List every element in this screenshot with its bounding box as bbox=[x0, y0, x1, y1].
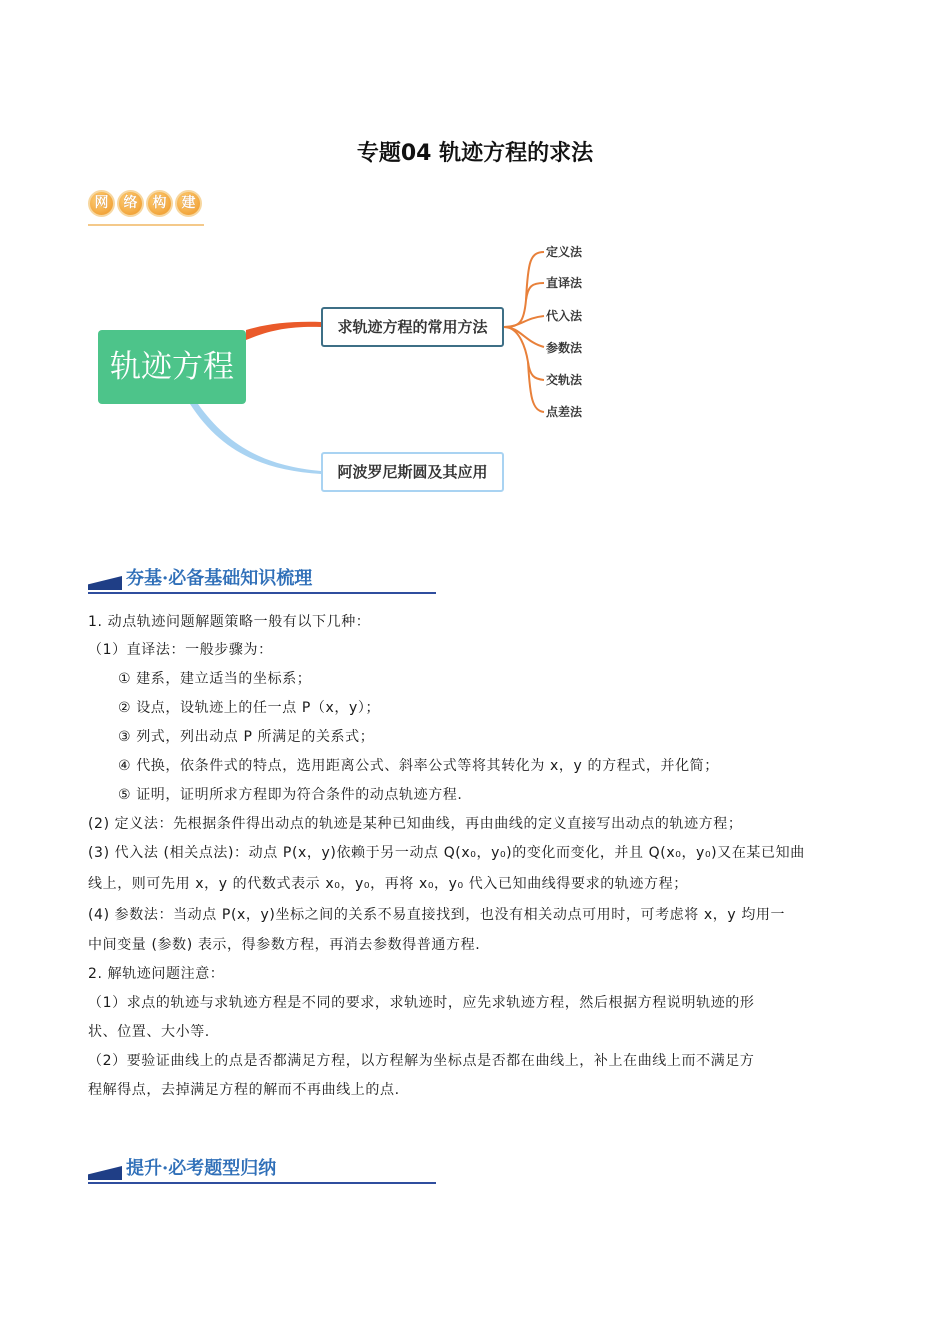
mindmap-leaf: 定义法 bbox=[546, 245, 583, 259]
text-line: 程解得点，去掉满足方程的解而不再曲线上的点. bbox=[88, 1082, 400, 1098]
text-line: (4) 参数法：当动点 P(x，y)坐标之间的关系不易直接找到，也没有相关动点可用时，可考虑将 x，y 均用一 bbox=[88, 907, 786, 923]
text-line: ④ 代换，依条件式的特点，选用距离公式、斜率公式等将其转化为 x，y 的方程式，并化简； bbox=[118, 758, 719, 774]
text-line: ② 设点，设轨迹上的任一点 P（x，y）； bbox=[118, 700, 381, 716]
section-bar-icon bbox=[88, 576, 122, 590]
mindmap-leaf: 参数法 bbox=[546, 341, 583, 355]
page-title: 专题04 轨迹方程的求法 bbox=[356, 141, 594, 166]
badge-char: 网 bbox=[88, 190, 115, 217]
section-underline bbox=[88, 1182, 436, 1184]
section-heading: 夯基·必备基础知识梳理 bbox=[126, 568, 313, 589]
mindmap-leaf: 交轨法 bbox=[546, 373, 583, 387]
badge-char: 建 bbox=[175, 190, 202, 217]
text-line: 1. 动点轨迹问题解题策略一般有以下几种： bbox=[88, 614, 371, 630]
badge-char: 络 bbox=[117, 190, 144, 217]
link-root-branch1 bbox=[246, 322, 321, 340]
mindmap-leaf: 直译法 bbox=[546, 276, 583, 290]
text-line: 中间变量 (参数) 表示，得参数方程，再消去参数得普通方程. bbox=[88, 937, 481, 953]
leaf-links bbox=[504, 252, 544, 412]
text-line: 2. 解轨迹问题注意： bbox=[88, 966, 225, 982]
mindmap-branch-methods: 求轨迹方程的常用方法 bbox=[321, 307, 504, 347]
text-line: 线上，则可先用 x，y 的代数式表示 x₀，y₀，再将 x₀，y₀ 代入已知曲线得要求的轨迹方程； bbox=[88, 876, 688, 892]
text-line: ① 建系，建立适当的坐标系； bbox=[118, 671, 312, 687]
link-root-branch2 bbox=[190, 404, 321, 474]
section-header-basics bbox=[88, 564, 436, 594]
section-bar-icon bbox=[88, 1166, 122, 1180]
text-line: 状、位置、大小等. bbox=[88, 1024, 210, 1040]
mindmap-root: 轨迹方程 bbox=[98, 330, 246, 404]
text-line: （1）求点的轨迹与求轨迹方程是不同的要求，求轨迹时，应先求轨迹方程，然后根据方程说明轨迹的形 bbox=[88, 995, 755, 1011]
badge-char: 构 bbox=[146, 190, 173, 217]
network-badge bbox=[88, 190, 202, 222]
text-line: (3) 代入法 (相关点法)：动点 P(x，y)依赖于另一动点 Q(x₀，y₀)的变化而变化，并且 Q(x₀，y₀)又在某已知曲 bbox=[88, 845, 805, 861]
text-line: ⑤ 证明，证明所求方程即为符合条件的动点轨迹方程. bbox=[118, 787, 463, 803]
badge-underline bbox=[88, 224, 204, 226]
section-header-advanced bbox=[88, 1154, 436, 1184]
text-line: （2）要验证曲线上的点是否都满足方程，以方程解为坐标点是否都在曲线上，补上在曲线上而不满足方 bbox=[88, 1053, 755, 1069]
mindmap-leaf: 点差法 bbox=[546, 405, 583, 419]
mindmap-branch-apollonius: 阿波罗尼斯圆及其应用 bbox=[321, 452, 504, 492]
text-line: （1）直译法：一般步骤为： bbox=[88, 642, 273, 658]
text-line: ③ 列式，列出动点 P 所满足的关系式； bbox=[118, 729, 375, 745]
text-line: (2) 定义法：先根据条件得出动点的轨迹是某种已知曲线，再由曲线的定义直接写出动点的轨迹方程； bbox=[88, 816, 743, 832]
section-underline bbox=[88, 592, 436, 594]
mindmap-leaf: 代入法 bbox=[546, 309, 583, 323]
section-heading: 提升·必考题型归纳 bbox=[126, 1158, 277, 1179]
